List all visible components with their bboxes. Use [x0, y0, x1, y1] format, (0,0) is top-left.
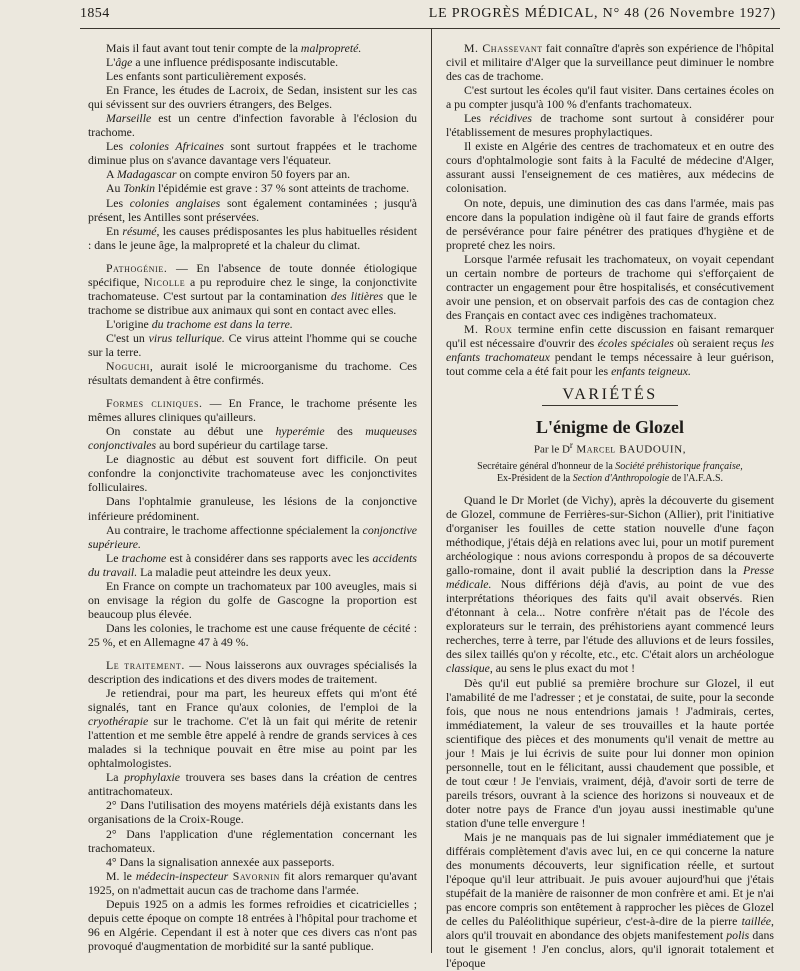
page-number: 1854: [80, 6, 110, 21]
paragraph: Dès qu'il eut publié sa première brochure sur Glozel, il eut l'amabilité de me l'adresser ; et je constatai, de suite, pour la seconde fois, que nous ne nous entendrions jamais ! J'admirais, certes, immédiatement, la valeur de ses trouvailles et la haute portée scientifique des pièces et des monuments qu'il venait de mettre au jour ! Mais je lui écrivis de suite pour lui donner mon opinion personnelle, tout en le félicitant, aussi chaudement que possible, et de tout cœur ! Je l'enviais, vraiment, déjà, d'avoir sorti de terre de pareils trésors, ouvrant à la science des horizons si nouveaux et de doter notre pays de France d'un joyau aussi inestimable qu'une station d'une telle envergure !: [445, 675, 774, 830]
paragraph: C'est surtout les écoles qu'il faut visiter. Dans certaines écoles on a pu compter jusqu'à 100 % d'enfants trachomateux.: [445, 83, 774, 112]
paragraph: Les enfants sont particulièrement exposés.: [106, 69, 307, 84]
section-pathogenie: Pathogénie. — En l'absence de toute donnée étiologique spécifique, Nicolle a pu reproduire chez le singe, la conjonctivite trachomateuse. C'est surtout par la contamination des litières que le trachome se distribue aux animaux qui sont en contact avec elles.: [88, 260, 417, 317]
paragraph: Les récidives de trachome sont surtout à considérer pour l'établissement de mesures prophylactiques.: [445, 111, 774, 140]
section-formes-cliniques: Formes cliniques. — En France, le trachome présente les mêmes allures cliniques qu'ailleurs.: [88, 396, 417, 425]
paragraph: Mais je ne manquais pas de lui signaler immédiatement que je différais complètement d'avis avec lui, en ce qui concerne la nature des monuments découverts, leur signification réelle, et surtout l'époque qu'il leur attribuait. Je puis avouer aujourd'hui que j'étais stupéfait de la manière de raisonner de mon confrère et ami. Et je n'ai pas encore compris son entêtement à rapprocher les pièces de Glozel de celles du Paléolithique supérieur, c'est-à-dire de la pierre taillée, alors qu'il trouvait en abondance des objets manifestement polis dans tout le gisement ! J'en conclus, alors, qu'il ignorait totalement et l'époque: [445, 830, 775, 971]
paragraph: Le diagnostic au début est souvent fort difficile. On peut confondre la conjonctivite trachomateuse avec les conjonctivites folliculaires.: [88, 452, 417, 495]
paragraph: M. Roux termine enfin cette discussion en faisant remarquer qu'il est nécessaire d'ouvrir des écoles spéciales où seraient reçus les enfants trachomateux pendant le temps nécessaire à leur guérison, tout comme cela a été fait pour les enfants teigneux.: [445, 321, 774, 379]
paragraph: Dans l'ophtalmie granuleuse, les lésions de la conjonctive inférieure prédominent.: [88, 494, 417, 523]
paragraph: On constate au début une hyperémie des muqueuses conjonctivales au bord supérieur du cartilage tarse.: [88, 424, 417, 453]
columns: [80, 29, 780, 971]
paragraph: Au contraire, le trachome affectionne spécialement la conjonctive supérieure.: [88, 522, 417, 551]
paragraph: Noguchi, aurait isolé le microorganisme du trachome. Ces résultats demandent à être confirmés.: [88, 359, 417, 388]
journal-title: LE PROGRÈS MÉDICAL, N° 48 (26 Novembre 1927): [428, 6, 776, 21]
paragraph: L'âge a une influence prédisposante indiscutable.: [106, 55, 339, 70]
paragraph: Mais il faut avant tout tenir compte de la malpropreté.: [106, 41, 362, 55]
paragraph: Quand le Dr Morlet (de Vichy), après la découverte du gisement de Glozel, commune de Ferrières-sur-Sichon (Allier), prit l'initiative d'organiser les fouilles de cette station nouvelle d'une façon méthodique, j'étais déjà en relations avec lui, pour un motif purement archéologique : nous avions correspondu à propos de sa découverte gallo-romaine, dont il avait publié la description dans la Presse médicale. Nous différions déjà d'avis, au point de vue des interprétations théoriques des faits qu'il avait observés. Rien d'étonnant à cela... Notre confrère n'était pas de l'école des explorateurs sur le terrain, des préhistoriens ayant commencé leurs recherches, terre à terre, par l'étude des alluvions et de leurs fossiles, des silex taillés qu'on y récolte, etc., etc. C'était alors un archéologue classique, au sens le plus exact du mot !: [445, 492, 774, 676]
paragraph: Marseille est un centre d'infection favorable à l'éclosion du trachome.: [88, 111, 417, 140]
left-column: [80, 29, 431, 953]
paragraph: En résumé, les causes prédisposantes les plus habituelles résident : dans le jeune âge, la malpropreté et la chaleur du climat.: [88, 223, 417, 252]
paragraph: A Madagascar on compte environ 50 foyers par an.: [106, 167, 351, 182]
paragraph: Au Tonkin l'épidémie est grave : 37 % sont atteints de trachome.: [106, 181, 410, 196]
paragraph: 2° Dans l'application d'une réglementation concernant les trachomateux.: [88, 826, 417, 855]
author-affiliation: Secrétaire général d'honneur de la Société préhistorique française, Ex-Président de la Section d'Anthropologie de l'A.F.A.S.: [477, 460, 743, 484]
paragraph: Les colonies anglaises sont également contaminées ; jusqu'à présent, les Antilles sont préservées.: [88, 195, 417, 224]
paragraph: M. Chassevant fait connaître d'après son expérience de l'hôpital civil et militaire d'Alger que la surveillance peut diminuer le nombre des cas de trachome.: [445, 41, 774, 84]
paragraph: Lorsque l'armée refusait les trachomateux, on voyait cependant un certain nombre de porteurs de trachome qui s'efforçaient de contracter un engagement pour être hospitalisés, et consécutivement avoir une pension, et on observait parfois des cas de contagion chez des Français en contact avec ces indigènes trachomateux.: [445, 251, 774, 322]
paragraph: M. le médecin-inspecteur Savornin fit alors remarquer qu'avant 1925, on n'admettait aucun cas de trachome dans l'armée.: [88, 868, 417, 897]
paragraph: Il existe en Algérie des centres de trachomateux et en outre des cours d'ophtalmologie sont faits à la Faculté de médecine d'Alger, assurant aussi l'enseignement de ces matières, aux médecins de colonisation.: [445, 139, 774, 196]
paragraph: 2° Dans l'utilisation des moyens matériels déjà existants dans les organisations de la Croix-Rouge.: [88, 798, 417, 827]
paragraph: En France on compte un trachomateux par 100 aveugles, mais si on envisage la région du golfe de Gascogne la proportion est beaucoup plus élevée.: [88, 578, 417, 621]
article-title: L'énigme de Glozel: [535, 417, 684, 438]
paragraph: Je retiendrai, pour ma part, les heureux effets qui m'ont été signalés, tant en France qu'aux colonies, de l'emploi de la cryothérapie sur le trachome. C'et là un fait qui mérite de retenir l'attention et me semble être appelé à rendre de grands services à ces malades si la technique pouvait en être mise au point par les ophtalmologistes.: [88, 686, 417, 771]
paragraph: Depuis 1925 on a admis les formes refroidies et cicatricielles ; depuis cette époque on compte 18 entrées à l'hôpital pour trachome et 96 en Algérie. Cependant il est à noter que ces divers cas n'ont pas provoqué d'augmentation de morbidité sur la santé publique.: [88, 896, 417, 953]
paragraph: En France, les études de Lacroix, de Sedan, insistent sur les cas qui sévissent sur des ouvriers étrangers, des Belges.: [88, 83, 417, 112]
section-traitement: Le traitement. — Nous laisserons aux ouvrages spécialisés la description des indications et des divers modes de traitement.: [88, 657, 417, 687]
paragraph: Dans les colonies, le trachome est une cause fréquente de cécité : 25 %, et en Allemagne 47 à 49 %.: [88, 620, 417, 649]
paragraph: On note, depuis, une diminution des cas dans l'armée, mais pas encore dans la population indigène où il faut faire de grands efforts de persévérance pour faire pénétrer des pratiques d'hygiène et de propreté chez les noirs.: [445, 195, 774, 252]
paragraph: Le trachome est à considérer dans ses rapports avec les accidents du travail. La maladie peut atteindre les deux yeux.: [88, 550, 417, 579]
paragraph: Les colonies Africaines sont surtout frappées et le trachome diminue plus on s'avance davantage vers l'équateur.: [88, 139, 418, 168]
article-byline: Par le $D^r$ Marcel BAUDOUIN,: [533, 440, 687, 456]
paragraph: La prophylaxie trouvera ses bases dans la création de centres antitrachomateux.: [88, 770, 417, 799]
right-column: [432, 29, 780, 971]
page-header: [80, 6, 780, 29]
paragraph: 4° Dans la signalisation annexée aux passeports.: [106, 854, 335, 869]
section-heading: VARIÉTÉS: [446, 388, 774, 406]
paragraph: C'est un virus tellurique. Ce virus atteint l'homme qui se couche sur la terre.: [88, 330, 417, 359]
paragraph: L'origine du trachome est dans la terre.: [106, 316, 293, 331]
